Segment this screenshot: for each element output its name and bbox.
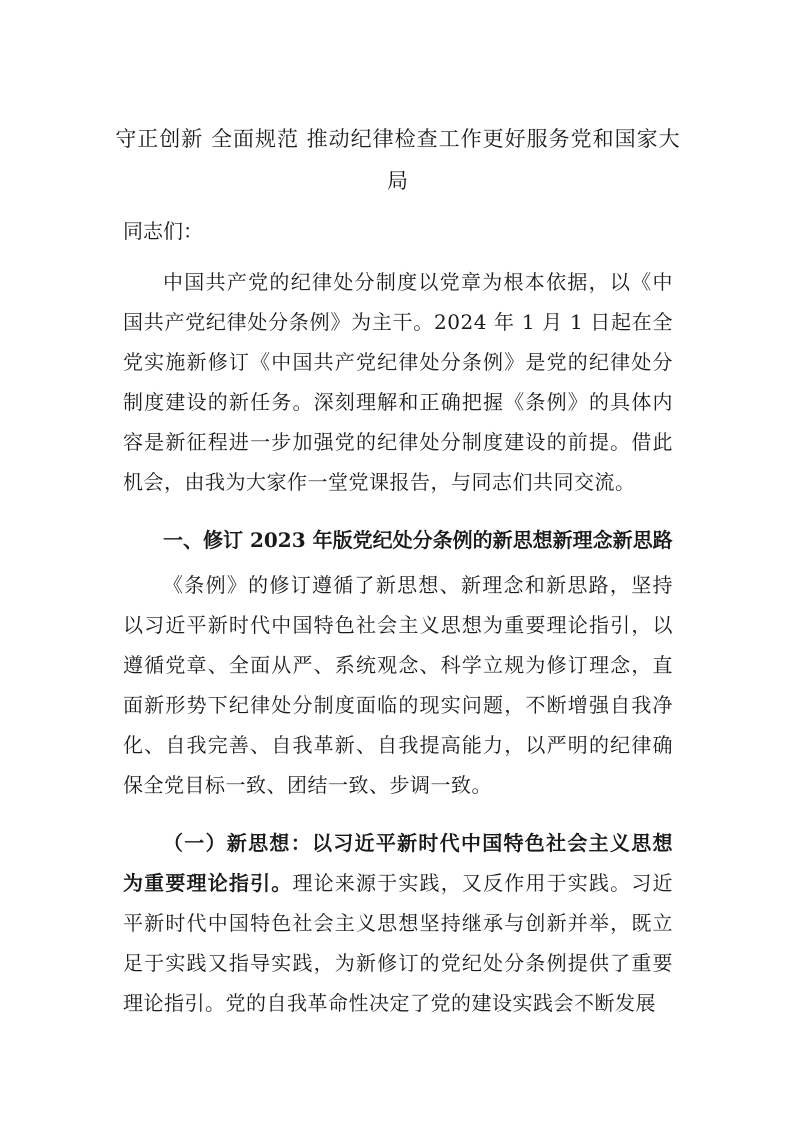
section-1-paragraph: 《条例》的修订遵循了新思想、新理念和新思路，坚持以习近平新时代中国特色社会主义思想为重要理论指引，以遵循党章、全面从严、系统观念、科学立规为修订理念，直面新形势下纪律处分制度面临的现实问题，不断增强自我净化、自我完善、自我革新、自我提高能力，以严明的纪律确保全党目标一致、团结一致、步调一致。 [123,573,673,797]
document-title: 守正创新 全面规范 推动纪律检查工作更好服务党和国家大局 [115,127,681,193]
subsection-1-paragraph [123,823,673,1023]
section-heading-1: 一、修订 2023 年版党纪处分条例的新思想新理念新思路 [163,528,673,552]
greeting: 同志们： [123,219,203,243]
intro-paragraph: 中国共产党的纪律处分制度以党章为根本依据，以《中国共产党纪律处分条例》为主干。2024 年 1 月 1 日起在全党实施新修订《中国共产党纪律处分条例》是党的纪律处分制度建设的新任务。深刻理解和正确把握《条例》的具体内容是新征程进一步加强党的纪律处分制度建设的前提。借此机会，由我为大家作一堂党课报告，与同志们共同交流。 [123,270,673,494]
subsection-1-body: 理论来源于实践，又反作用于实践。习近平新时代中国特色社会主义思想坚持继承与创新并举，既立足于实践又指导实践，为新修订的党纪处分条例提供了重要理论指引。党的自我革命性决定了党的建设实践会不断发展 [123,871,674,1015]
subsection-heading-1: （一）新思想：以习近平新时代中国特色社会主义思想为重要理论指引。 [123,831,673,895]
